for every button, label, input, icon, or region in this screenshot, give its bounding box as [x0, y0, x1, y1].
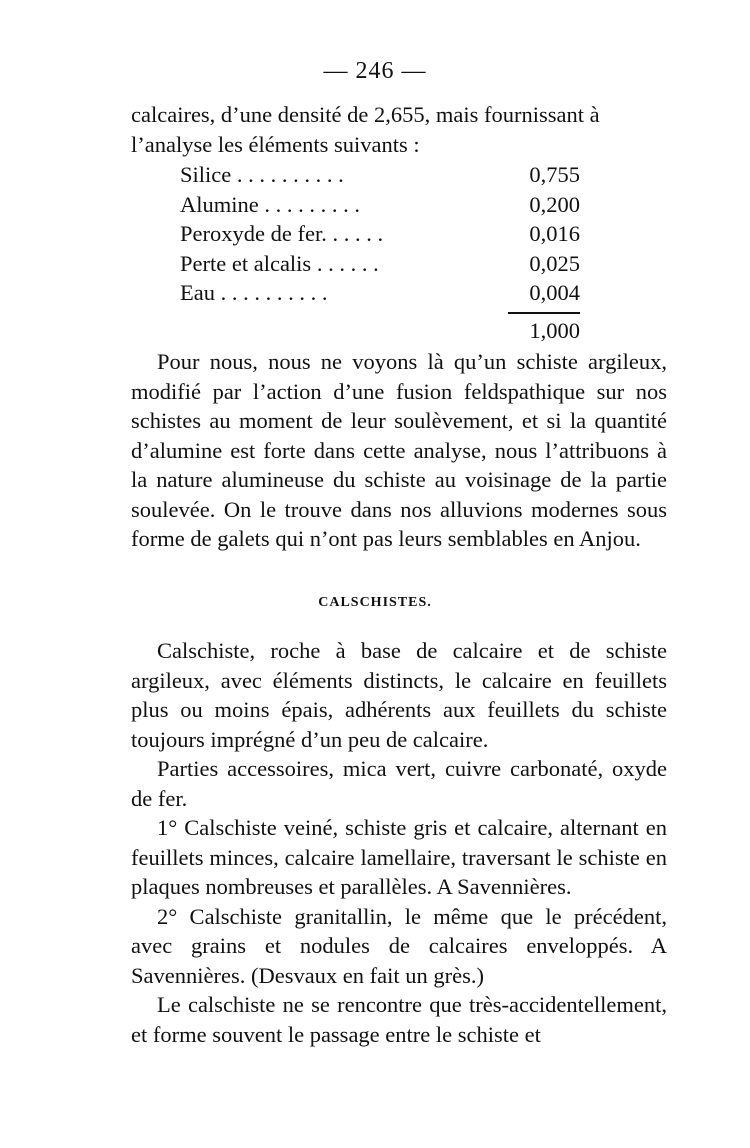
paragraph-calschiste-veine: 1° Calschiste veiné, schiste gris et calcaire, alternant en feuillets minces, calcaire lamellaire, traversant le schiste en plaques nombreuses et parallèles. A Savennières.: [131, 815, 667, 899]
dot-leader: . . . . . . . . . .: [214, 280, 328, 305]
component-name: Alumine: [180, 191, 259, 217]
component-value: 0,004: [529, 280, 580, 305]
component-value: 0,755: [529, 162, 580, 187]
paragraph-calschiste-granitallin: 2° Calschiste granitallin, le même que le précédent, avec grains et nodules de calcaires enveloppés. A Savennières. (Desvaux en fait un grès.): [131, 903, 667, 988]
paragraph-passage: Le calschiste ne se rencontre que très-accidentellement, et forme souvent le passage entre le schiste et: [131, 992, 667, 1047]
component-name: Eau: [180, 280, 215, 305]
paragraph-accessoires: Parties accessoires, mica vert, cuivre carbonaté, oxyde de fer.: [131, 756, 667, 811]
page-number: — 246 —: [323, 58, 427, 84]
component-value: 0,025: [529, 250, 580, 276]
dot-leader: . . . . . . . . . .: [231, 162, 344, 187]
intro-line-2: l’analyse les éléments suivants :: [131, 131, 420, 157]
component-value: 0,016: [529, 221, 580, 246]
composition-row: [180, 249, 580, 279]
intro-line-1: calcaires, d’une densité de 2,655, mais fournissant à: [131, 102, 600, 127]
component-value: 0,200: [529, 191, 580, 217]
composition-row: [180, 190, 580, 220]
composition-row: [180, 160, 580, 190]
section-heading: CALSCHISTES.: [318, 595, 432, 610]
component-name: Perte et alcalis: [180, 250, 312, 276]
dot-leader: . . . . . .: [321, 221, 384, 246]
composition-row: [180, 278, 580, 308]
intro-text: [131, 100, 667, 159]
paragraph-text: Pour nous, nous ne voyons là qu’un schiste argileux, modifié par l’action d’une fusion feldspathique sur nos schistes au moment de leur soulèvement, et si la quantité d’alumine est forte dans cette analyse, nous l’attribuons à la nature alumineuse du schiste au voisinage de la partie soulevée. On le trouve dans nos alluvions modernes sous forme de galets qui n’ont pas leurs semblables en Anjou.: [131, 349, 667, 551]
composition-table: [180, 160, 580, 308]
composition-row: [180, 219, 580, 249]
composition-total: 1,000: [529, 318, 580, 343]
calschiste-section: [131, 636, 667, 1049]
component-name: Peroxyde de fer: [180, 221, 322, 246]
paragraph-definition: Calschiste, roche à base de calcaire et de schiste argileux, avec éléments distincts, le calcaire en feuillets plus ou moins épais, adhérents aux feuillets du schiste toujours imprégné d’un peu de calcaire.: [131, 638, 667, 752]
dot-leader: . . . . . . . . .: [258, 191, 360, 217]
component-name: Silice: [180, 162, 232, 187]
paragraph-schiste-argileux: [131, 347, 667, 554]
sum-rule: [508, 312, 580, 314]
dot-leader: . . . . . .: [311, 250, 379, 276]
